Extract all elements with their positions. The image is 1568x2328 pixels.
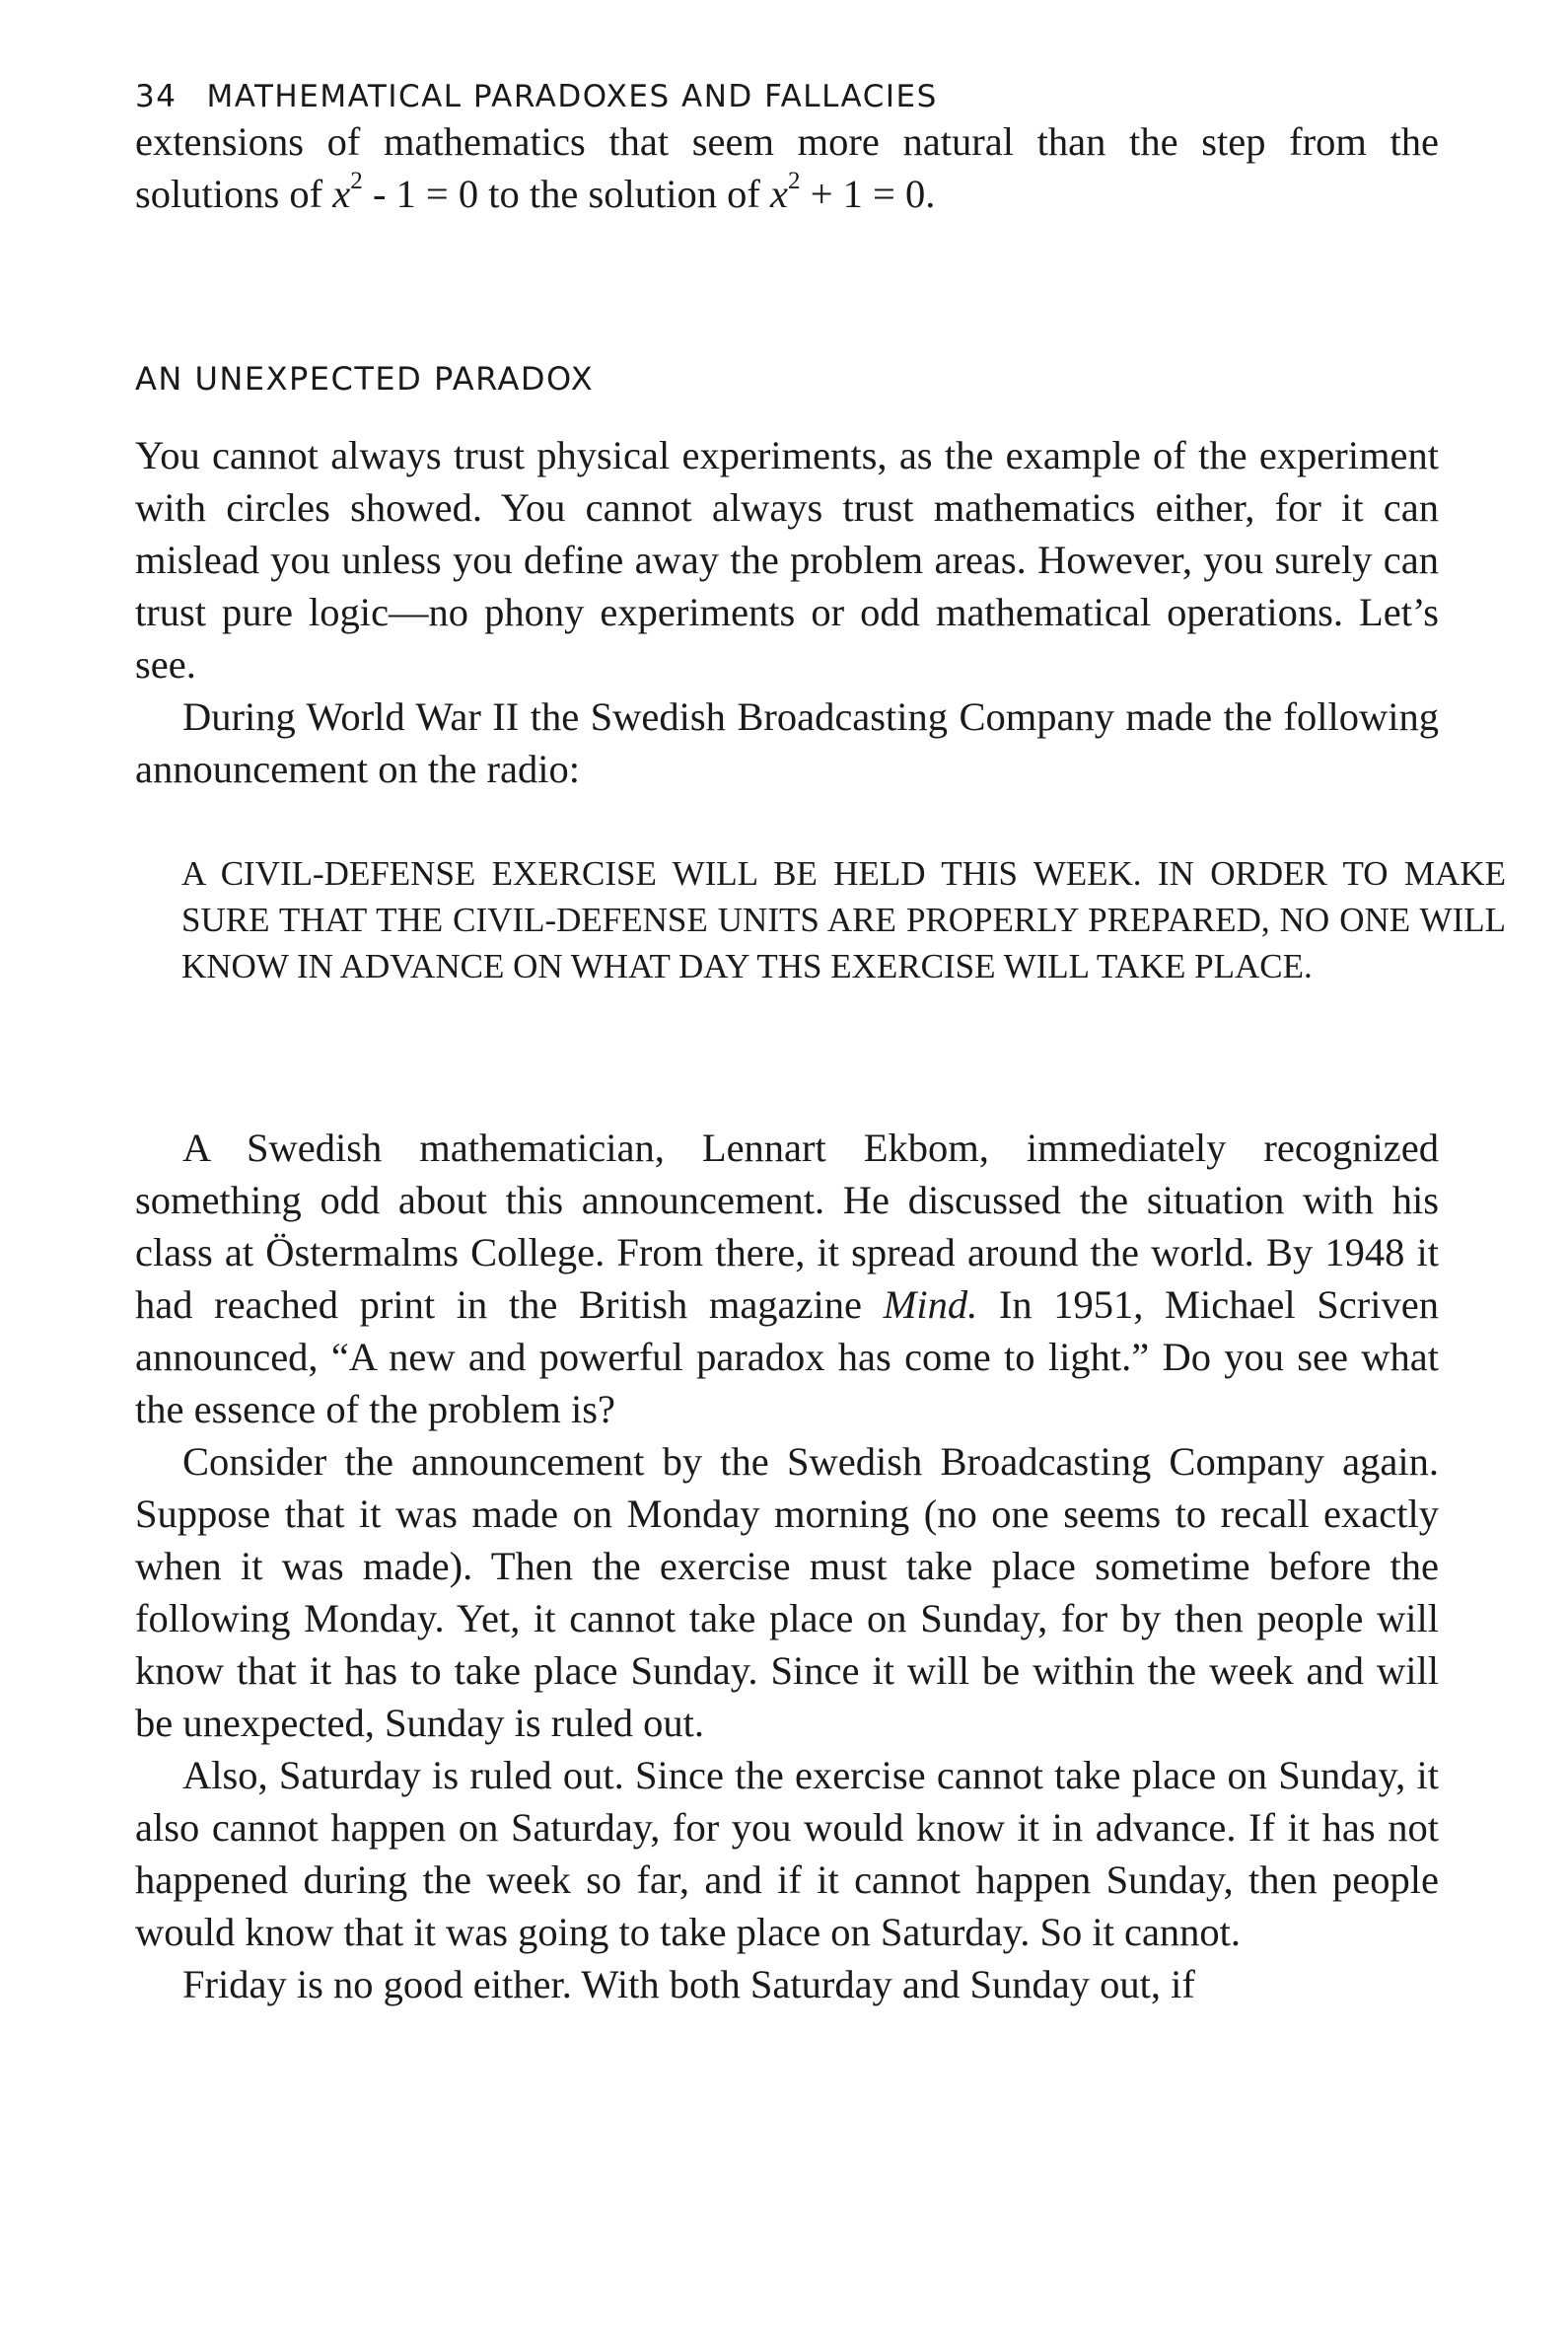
- magazine-title: Mind.: [883, 1282, 978, 1327]
- intro-text-between: to the solution of: [478, 172, 771, 216]
- formula-1-variable: x: [332, 172, 351, 216]
- body-paragraphs: [135, 1122, 1439, 2010]
- paragraph-1: You cannot always trust physical experiments, as the example of the experiment with circles showed. You cannot always trust mathematics either, for it can mislead you unless you define away the problem areas. However, you surely can trust pure logic—no phony experiments or odd mathematical operations. Let’s see.: [135, 433, 1439, 687]
- paragraph-4: Consider the announcement by the Swedish Broadcasting Company again. Suppose that it was made on Monday morning (no one seems to recall exactly when it was made). Then the exercise must take place sometime before the following Monday. Yet, it cannot take place on Sunday, for by then people will know that it has to take place Sunday. Since it will be within the week and will be unexpected, Sunday is ruled out.: [135, 1439, 1439, 1745]
- running-head: [135, 79, 938, 114]
- book-title: MATHEMATICAL PARADOXES AND FALLACIES: [206, 79, 938, 114]
- paragraph-3-text-a: A Swedish mathematician, Lennart Ekbom, immediately recognized something odd about this announcement. He discussed the situation with his class at Östermalms College. From there, it spread around the world. By 1948 it had reached print in the British magazine: [135, 1126, 1439, 1327]
- intro-paragraph-block: [135, 115, 1439, 220]
- formula-2-variable: x: [770, 172, 788, 216]
- intro-text: extensions of mathematics that seem more natural than the step from the solutions of: [135, 119, 1439, 216]
- paragraph-5: Also, Saturday is ruled out. Since the exercise cannot take place on Sunday, it also cannot happen on Saturday, for you would know it in advance. If it has not happened during the week so far, and if it cannot happen Sunday, then people would know that it was going to take place on Saturday. So it cannot.: [135, 1753, 1439, 1954]
- paragraph-6: Friday is no good either. With both Saturday and Sunday out, if: [182, 1962, 1195, 2006]
- formula-1-exponent: 2: [350, 168, 363, 195]
- formula-2-exponent: 2: [788, 168, 801, 195]
- intro-paragraph: [135, 115, 1439, 220]
- page-number: 34: [135, 79, 178, 114]
- section-heading: AN UNEXPECTED PARADOX: [135, 360, 595, 398]
- paragraph-2: During World War II the Swedish Broadcasting Company made the following announcement on the radio:: [135, 694, 1439, 791]
- formula-2-rest: + 1 = 0.: [800, 172, 936, 216]
- formula-1-rest: - 1 = 0: [362, 172, 479, 216]
- paragraph-3-text-b: In 1951, Michael Scriven announced, “A new and powerful paradox has come to light.” Do you see what the essence of the problem is?: [135, 1282, 1439, 1431]
- radio-announcement-quote: A CIVIL-DEFENSE EXERCISE WILL BE HELD THIS WEEK. IN ORDER TO MAKE SURE THAT THE CIVIL-DEFENSE UNITS ARE PROPERLY PREPARED, NO ONE WILL KNOW IN ADVANCE ON WHAT DAY THS EXERCISE WILL TAKE PLACE.: [181, 854, 1506, 985]
- opening-paragraphs: [135, 429, 1439, 795]
- paragraph-3: [135, 1122, 1439, 1435]
